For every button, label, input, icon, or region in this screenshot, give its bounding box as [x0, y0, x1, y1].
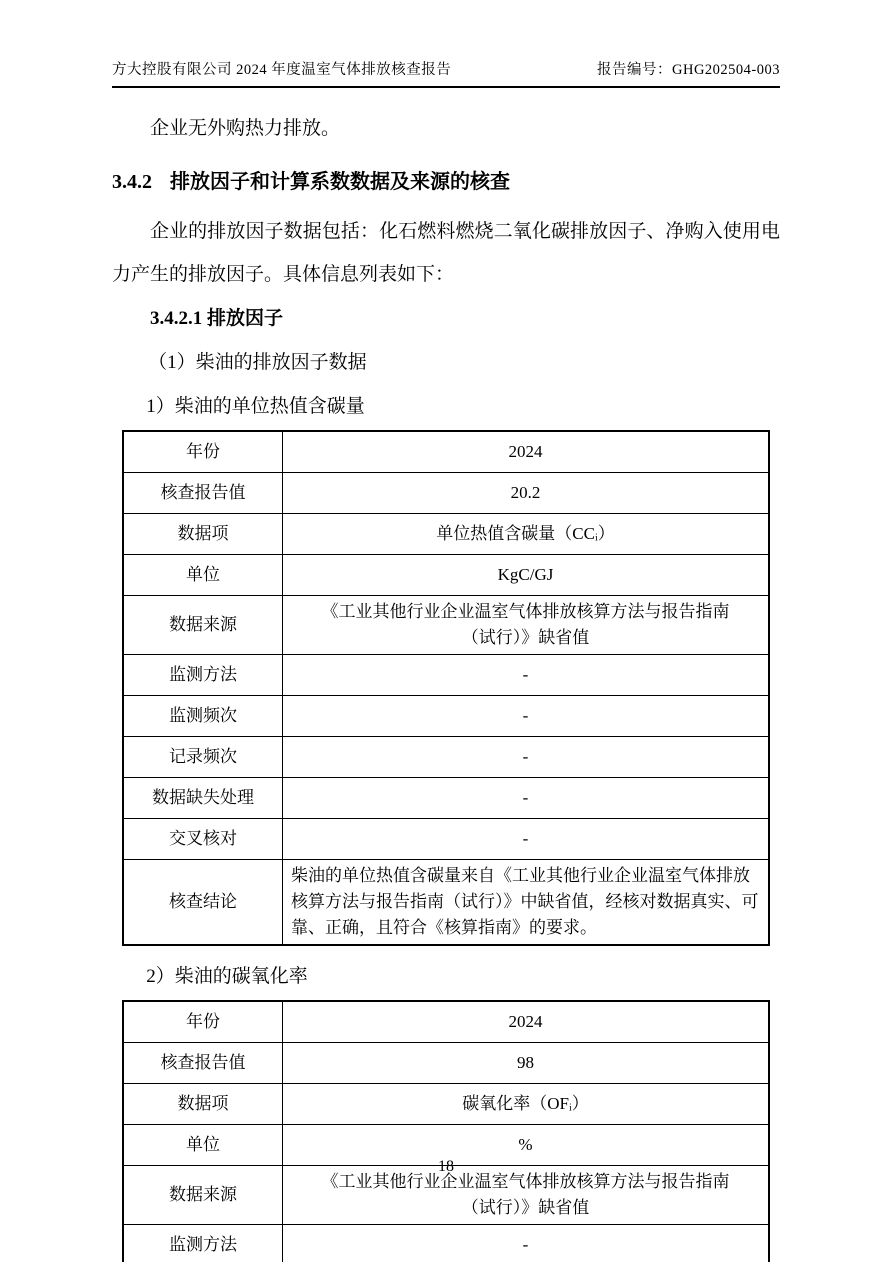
table-row: [123, 1043, 769, 1084]
table-row: [123, 1084, 769, 1125]
paragraph-emission-factors-intro: 企业的排放因子数据包括：化石燃料燃烧二氧化碳排放因子、净购入使用电力产生的排放因子。具体信息列表如下：: [112, 221, 780, 285]
table-row: [123, 473, 769, 514]
section-heading-3-4-2: [112, 168, 780, 196]
row-value-cell: -: [283, 737, 770, 778]
table-row: [123, 860, 769, 946]
row-value-cell: %: [283, 1125, 770, 1166]
row-value-cell: 碳氧化率（OFᵢ）: [283, 1084, 770, 1125]
row-value-cell: -: [283, 819, 770, 860]
table-row: [123, 431, 769, 473]
row-value-cell: -: [283, 655, 770, 696]
row-label-cell: 核查结论: [123, 860, 283, 946]
section-title: 排放因子和计算系数数据及来源的核查: [170, 171, 510, 193]
row-value-cell: 20.2: [283, 473, 770, 514]
row-value-cell: 《工业其他行业企业温室气体排放核算方法与报告指南（试行）》缺省值: [283, 596, 770, 655]
row-value-cell: 98: [283, 1043, 770, 1084]
header-report-number: 报告编号：GHG202504-003: [597, 62, 780, 78]
row-label-cell: 核查报告值: [123, 1043, 283, 1084]
diesel-carbon-content-table: [122, 430, 770, 946]
table-row: [123, 514, 769, 555]
paragraph-no-purchased-heat: 企业无外购热力排放。: [150, 118, 341, 139]
row-label-cell: 监测频次: [123, 696, 283, 737]
row-label-cell: 数据来源: [123, 596, 283, 655]
table-row: [123, 1225, 769, 1262]
row-label-cell: 数据缺失处理: [123, 778, 283, 819]
row-label-cell: 数据来源: [123, 1166, 283, 1225]
row-value-cell: 2024: [283, 431, 770, 473]
row-label-cell: 数据项: [123, 1084, 283, 1125]
row-label-cell: 年份: [123, 431, 283, 473]
row-label-cell: 监测方法: [123, 1225, 283, 1262]
table-row: [123, 596, 769, 655]
row-value-cell: 柴油的单位热值含碳量来自《工业其他行业企业温室气体排放核算方法与报告指南（试行）》中缺省值，经核对数据真实、可靠、正确，且符合《核算指南》的要求。: [283, 860, 770, 946]
row-value-cell: KgC/GJ: [283, 555, 770, 596]
row-value-cell: 单位热值含碳量（CCᵢ）: [283, 514, 770, 555]
table1-caption: 1）柴油的单位热值含碳量: [146, 396, 365, 417]
page-number: 18: [438, 1158, 454, 1175]
table-row: [123, 1001, 769, 1043]
page-header: [112, 58, 780, 88]
table-row: [123, 819, 769, 860]
table2-caption: 2）柴油的碳氧化率: [146, 966, 308, 987]
diesel-oxidation-rate-table: [122, 1000, 770, 1262]
table-row: [123, 778, 769, 819]
section-number: 3.4.2: [112, 171, 152, 193]
table-row: [123, 696, 769, 737]
row-value-cell: -: [283, 1225, 770, 1262]
table-row: [123, 737, 769, 778]
row-label-cell: 单位: [123, 555, 283, 596]
row-value-cell: 《工业其他行业企业温室气体排放核算方法与报告指南（试行）》缺省值: [283, 1166, 770, 1225]
table-row: [123, 555, 769, 596]
row-value-cell: 2024: [283, 1001, 770, 1043]
row-label-cell: 单位: [123, 1125, 283, 1166]
row-label-cell: 年份: [123, 1001, 283, 1043]
item-diesel-emission-factor-data: （1）柴油的排放因子数据: [148, 352, 367, 373]
row-label-cell: 交叉核对: [123, 819, 283, 860]
table-row: [123, 655, 769, 696]
row-label-cell: 监测方法: [123, 655, 283, 696]
subsection-heading-3-4-2-1: 3.4.2.1 排放因子: [150, 308, 284, 329]
row-label-cell: 数据项: [123, 514, 283, 555]
row-value-cell: -: [283, 778, 770, 819]
header-report-title: 方大控股有限公司 2024 年度温室气体排放核查报告: [112, 62, 452, 78]
row-label-cell: 记录频次: [123, 737, 283, 778]
row-label-cell: 核查报告值: [123, 473, 283, 514]
row-value-cell: -: [283, 696, 770, 737]
